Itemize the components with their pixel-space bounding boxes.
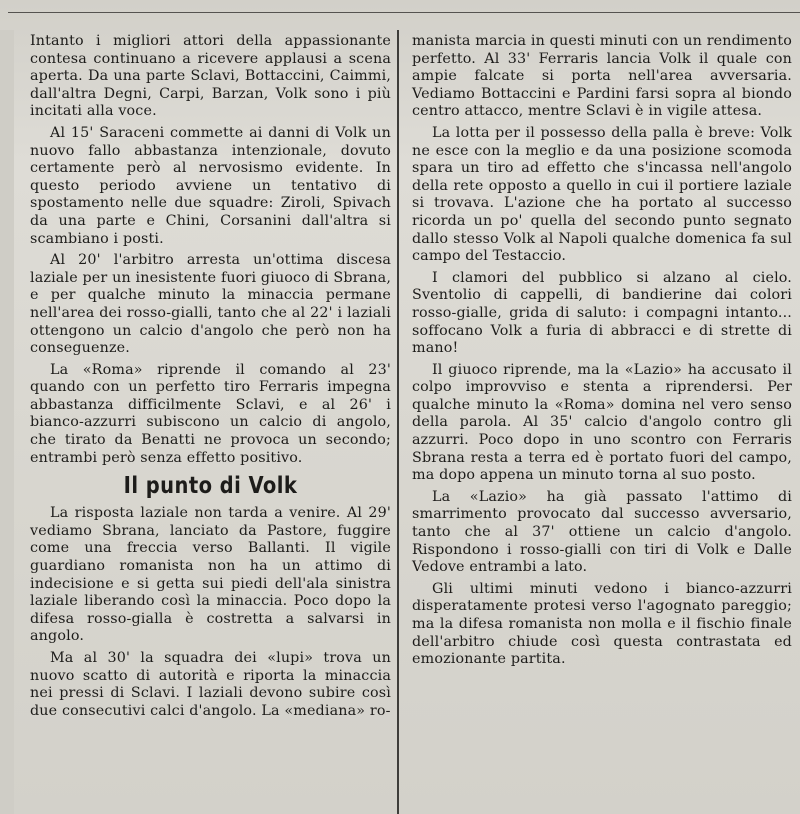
paragraph: Ma al 30' la squadra dei «lupi» trova un nuovo scatto di autorità e riporta la minaccia nei pressi di Sclavi. I laziali devono subire così due consecutivi calci d'angolo. La «mediana» ro-	[30, 650, 391, 719]
page-margin	[0, 30, 14, 814]
paragraph: Al 20' l'arbitro arresta un'ottima discesa laziale per un inesistente fuori giuoco di Sbrana, e per qualche minuto la minaccia permane nell'area dei rosso-gialli, tanto che al 22' i laziali ottengono un calcio d'angolo che però non ha conseguenze.	[30, 252, 392, 357]
paragraph: I clamori del pubblico si alzano al cielo. Sventolio di cappelli, di bandierine dai colori rosso-gialle, grida di saluto: i compagni intanto... soffocano Volk a furia di abbracci e di strette di mano!	[412, 269, 792, 357]
left-column	[30, 33, 391, 724]
paragraph: La lotta per il possesso della palla è breve: Volk ne esce con la meglio e da una posizione scomoda spara un tiro ad effetto che s'incassa nell'angolo della rete opposto a quello in cui il portiere laziale si trovava. L'azione che ha portato al successo ricorda un po' quella del secondo punto segnato dallo stesso Volk al Napoli qualche domenica fa sul campo del Testaccio.	[412, 124, 792, 265]
paragraph: Intanto i migliori attori della appassionante contesa continuano a ricevere applausi a scena aperta. Da una parte Sclavi, Bottaccini, Caimmi, dall'altra Degni, Carpi, Barzan, Volk sono i più incitati alla voce.	[30, 33, 391, 120]
paragraph: manista marcia in questi minuti con un rendimento perfetto. Al 33' Ferraris lancia Volk il quale con ampie falcate si porta nell'area avversaria. Vediamo Bottaccini e Pardini farsi sopra al biondo centro attacco, mentre Sclavi è in vigile attesa.	[412, 33, 792, 120]
paragraph: Al 15' Saraceni commette ai danni di Volk un nuovo fallo abbastanza intenzionale, dovuto certamente però al nervosismo evidente. In questo periodo avviene un tentativo di spostamento nelle due squadre: Ziroli, Spivach da una parte e Chini, Corsanini dall'altra si scambiano i posti.	[30, 124, 391, 247]
column-divider	[397, 30, 399, 814]
subheading: Il punto di Volk	[123, 473, 298, 500]
paragraph: La «Lazio» ha già passato l'attimo di smarrimento provocato dal successo avversario, tanto che al 37' ottiene un calcio d'angolo. Rispondono i rosso-gialli con tiri di Volk e Dalle Vedove entrambi a lato.	[412, 488, 792, 576]
top-rule	[8, 12, 800, 13]
right-column	[412, 33, 792, 673]
paragraph: La «Roma» riprende il comando al 23' quando con un perfetto tiro Ferraris impegna abbastanza difficilmente Sclavi, e al 26' i bianco-azzurri subiscono un calcio di angolo, che tirato da Benatti ne provoca un secondo; entrambi però senza effetto positivo.	[30, 361, 391, 466]
cropped-headline-strip	[0, 0, 800, 12]
paragraph: La risposta laziale non tarda a venire. Al 29' vediamo Sbrana, lanciato da Pastore, fuggire come una freccia verso Ballanti. Il vigile guardiano romanista non ha un attimo di indecisione e si getta sui piedi dell'ala sinistra laziale liberando così la minaccia. Poco dopo la difesa rosso-gialla è costretta a salvarsi in angolo.	[30, 505, 391, 645]
paragraph: Il giuoco riprende, ma la «Lazio» ha accusato il colpo improvviso e stenta a riprendersi. Per qualche minuto la «Roma» domina nel vero senso della parola. Al 35' calcio d'angolo contro gli azzurri. Poco dopo in uno scontro con Ferraris Sbrana resta a terra ed è portato fuori del campo, ma dopo appena un minuto torna al suo posto.	[412, 361, 792, 484]
paragraph: Gli ultimi minuti vedono i bianco-azzurri disperatamente protesi verso l'agognato pareggio; ma la difesa romanista non molla e il fischio finale dell'arbitro chiude così questa contrastata ed emozionante partita.	[412, 580, 792, 668]
